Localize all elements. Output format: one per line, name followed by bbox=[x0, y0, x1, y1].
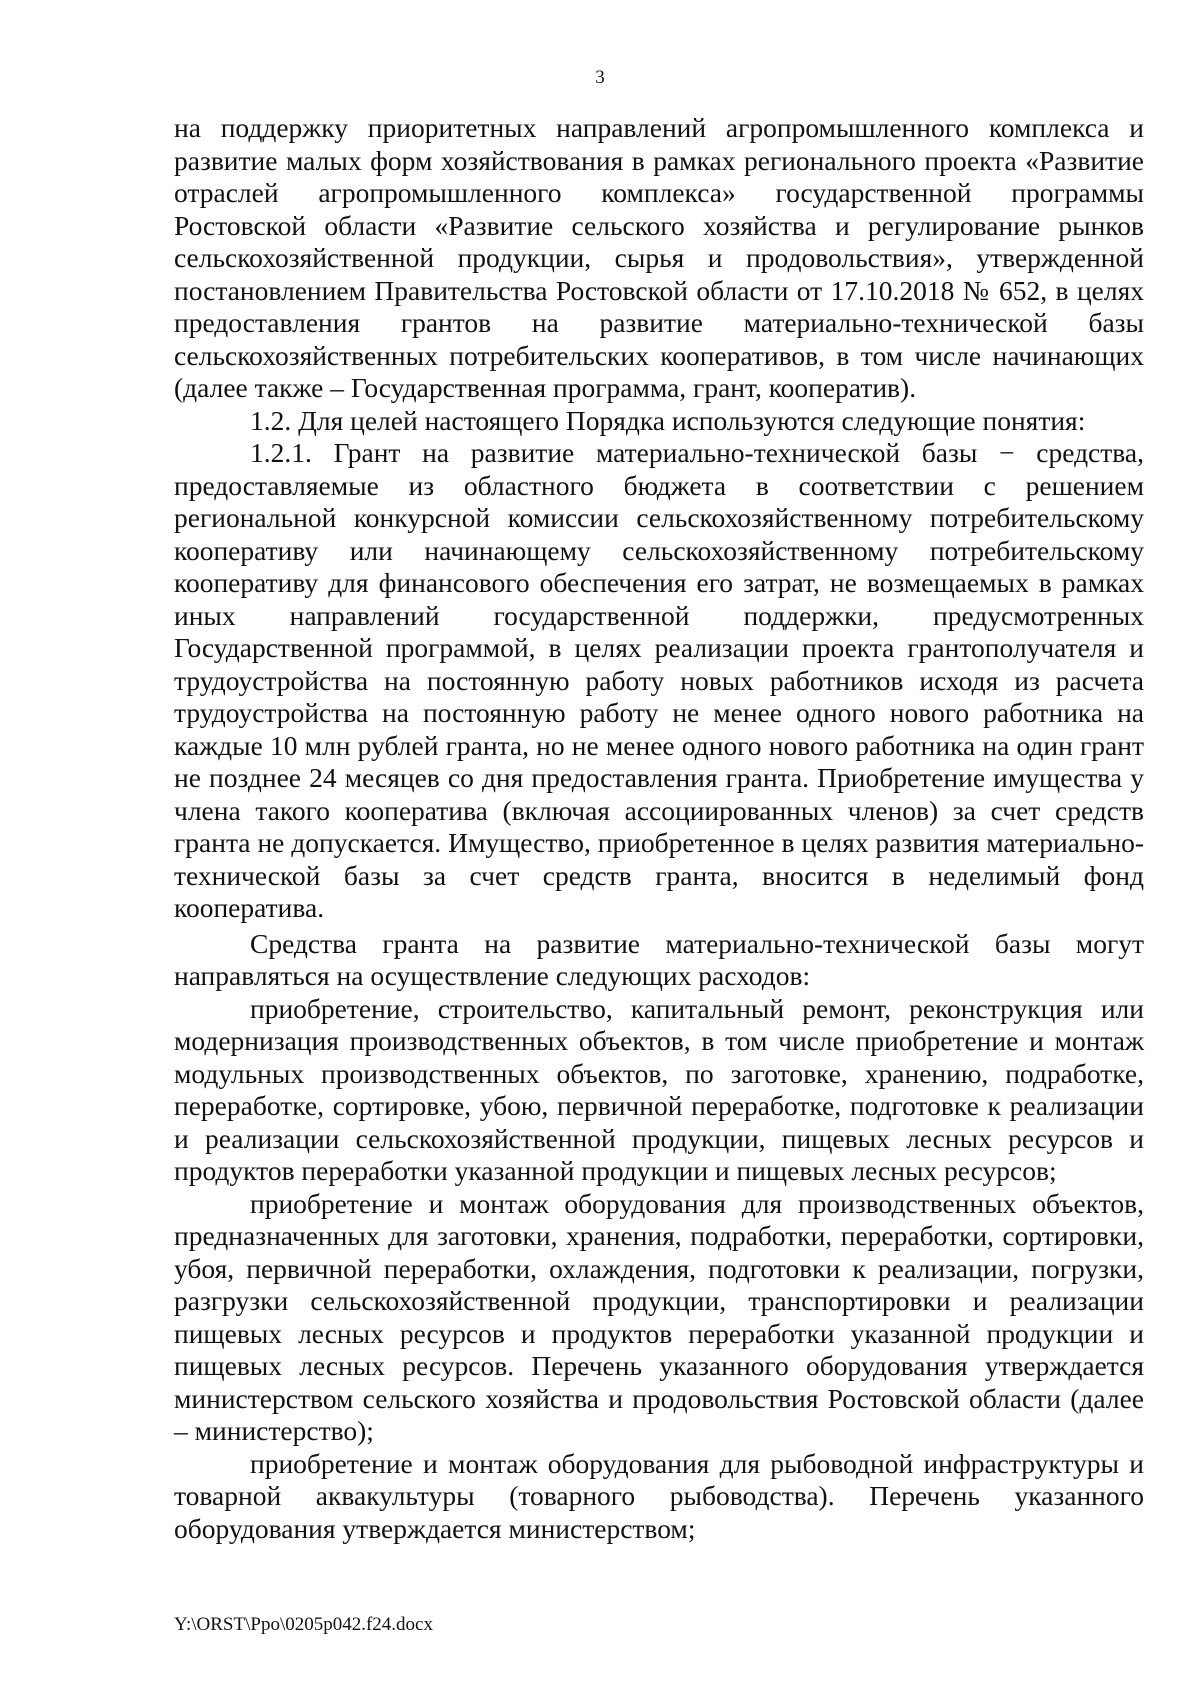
paragraph-definitions-intro: 1.2. Для целей настоящего Порядка используются следующие понятия: bbox=[250, 404, 1086, 436]
page-number: 3 bbox=[595, 67, 605, 88]
paragraph-program-reference: на поддержку приоритетных направлений агропромышленного комплекса и развитие малых форм хозяйствования в рамках регионального проекта «Развитие отраслей агропромышленного комплекса» государственной программы Ростовской области «Развитие сельского хозяйства и регулирование рынков сельскохозяйственной продукции, сырья и продовольствия», утвержденной постановлением Правительства Ростовской области от 17.10.2018 № 652, в целях предоставления грантов на развитие материально-технической базы сельскохозяйственных потребительских кооперативов, в том числе начинающих (далее также – Государственная программа, грант, кооператив). bbox=[174, 112, 1144, 403]
paragraph-grant-definition: 1.2.1. Грант на развитие материально-технической базы − средства, предоставляемые из областного бюджета в соответствии с решением региональной конкурсной комиссии сельскохозяйственному потребительскому кооперативу или начинающему сельскохозяйственному потребительскому кооперативу для финансового обеспечения его затрат, не возмещаемых в рамках иных направлений государственной поддержки, предусмотренных Государственной программой, в целях реализации проекта грантополучателя и трудоустройства на постоянную работу новых работников исходя из расчета трудоустройства на постоянную работу не менее одного нового работника на каждые 10 млн рублей гранта, но не менее одного нового работника на один грант не позднее 24 месяцев со дня предоставления гранта. Приобретение имущества у члена такого кооператива (включая ассоциированных членов) за счет средств гранта не допускается. Имущество, приобретенное в целях развития материально-технической базы за счет средств гранта, вносится в неделимый фонд кооператива. bbox=[174, 437, 1144, 923]
paragraph-expense-fish-farming-equipment: приобретение и монтаж оборудования для рыбоводной инфраструктуры и товарной аквакультуры (товарного рыбоводства). Перечень указанного оборудования утверждается министерством; bbox=[174, 1447, 1144, 1544]
paragraph-grant-expenses-intro: Средства гранта на развитие материально-технической базы могут направляться на осуществление следующих расходов: bbox=[174, 927, 1144, 991]
paragraph-expense-equipment: приобретение и монтаж оборудования для производственных объектов, предназначенных для заготовки, хранения, подработки, переработки, сортировки, убоя, первичной переработки, охлаждения, подготовки к реализации, погрузки, разгрузки сельскохозяйственной продукции, транспортировки и реализации пищевых лесных ресурсов и продуктов переработки указанной продукции и пищевых лесных ресурсов. Перечень указанного оборудования утверждается министерством сельского хозяйства и продовольствия Ростовской области (далее – министерство); bbox=[174, 1187, 1144, 1446]
document-body bbox=[174, 112, 1144, 1545]
paragraph-expense-production-objects: приобретение, строительство, капитальный ремонт, реконструкция или модернизация производственных объектов, в том числе приобретение и монтаж модульных производственных объектов, по заготовке, хранению, подработке, переработке, сортировке, убою, первичной переработке, подготовке к реализации и реализации сельскохозяйственной продукции, пищевых лесных ресурсов и продуктов переработки указанной продукции и пищевых лесных ресурсов; bbox=[174, 992, 1144, 1186]
footer-file-path: Y:\ORST\Ppo\0205p042.f24.docx bbox=[174, 1614, 433, 1635]
